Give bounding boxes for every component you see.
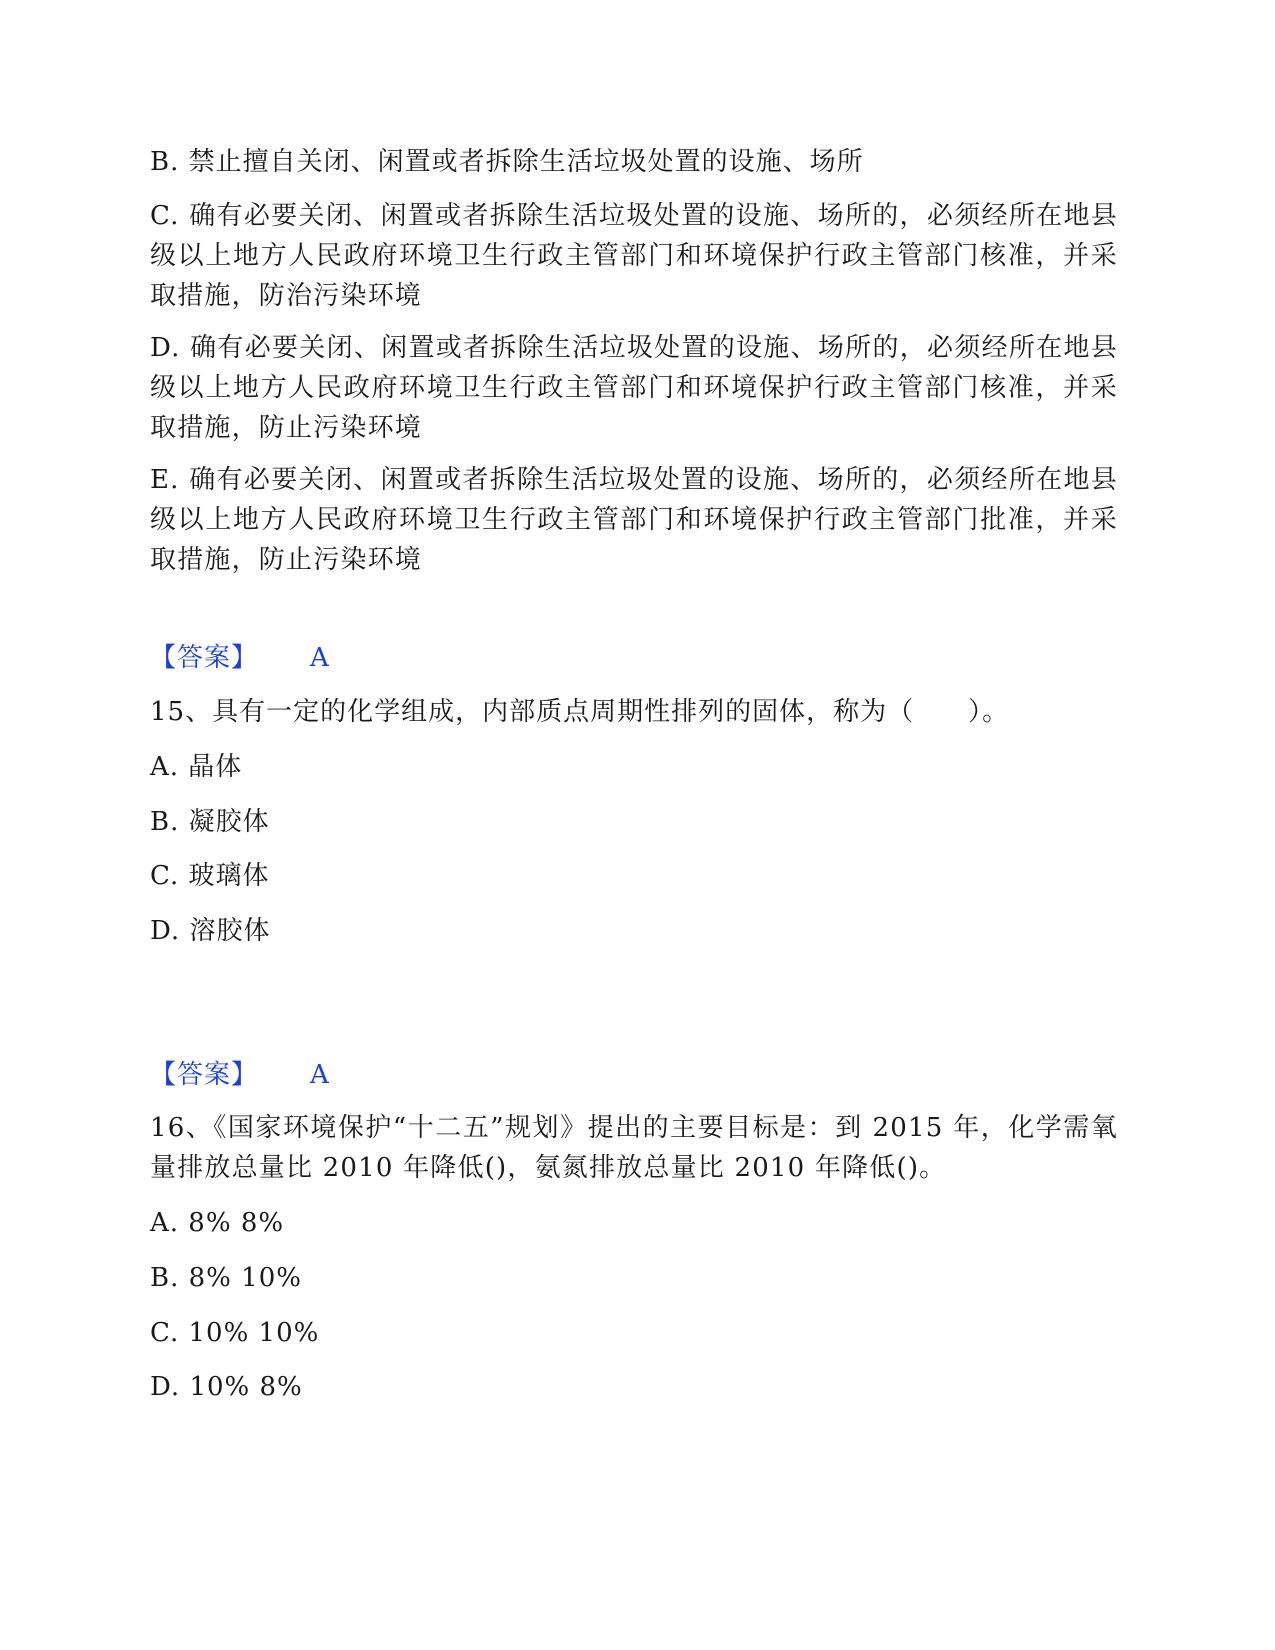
q14-answer-row <box>150 638 330 678</box>
q16-question: 16、《国家环境保护“十二五”规划》提出的主要目标是：到 2015 年，化学需氧量排放总量比 2010 年降低()，氨氮排放总量比 2010 年降低()。 <box>150 1113 1118 1183</box>
q15-option-b: B. 凝胶体 <box>150 807 270 837</box>
q14-option-e: E. 确有必要关闭、闲置或者拆除生活垃圾处置的设施、场所的，必须经所在地县级以上地方人民政府环境卫生行政主管部门和环境保护行政主管部门批准，并采取措施，防止污染环境 <box>150 465 1118 575</box>
q15-option-a: A. 晶体 <box>150 752 243 782</box>
answer-label: 【答案】 <box>150 1060 259 1090</box>
q15-answer-row <box>150 1055 330 1095</box>
answer-value: A <box>310 643 330 673</box>
answer-value: A <box>310 1060 330 1090</box>
answer-label: 【答案】 <box>150 643 259 673</box>
q16-option-a: A. 8% 8% <box>150 1208 285 1238</box>
q15-question: 15、具有一定的化学组成，内部质点周期性排列的固体，称为（ ）。 <box>150 697 1010 727</box>
q14-option-b: B. 禁止擅自关闭、闲置或者拆除生活垃圾处置的设施、场所 <box>150 147 864 177</box>
q14-option-c: C. 确有必要关闭、闲置或者拆除生活垃圾处置的设施、场所的，必须经所在地县级以上地方人民政府环境卫生行政主管部门和环境保护行政主管部门核准，并采取措施，防治污染环境 <box>150 201 1118 311</box>
q15-option-d: D. 溶胶体 <box>150 916 271 946</box>
q14-option-d: D. 确有必要关闭、闲置或者拆除生活垃圾处置的设施、场所的，必须经所在地县级以上地方人民政府环境卫生行政主管部门和环境保护行政主管部门核准，并采取措施，防止污染环境 <box>150 333 1118 443</box>
q15-option-c: C. 玻璃体 <box>150 861 270 891</box>
q16-option-d: D. 10% 8% <box>150 1372 303 1402</box>
q16-option-b: B. 8% 10% <box>150 1263 302 1293</box>
q16-option-c: C. 10% 10% <box>150 1318 320 1348</box>
